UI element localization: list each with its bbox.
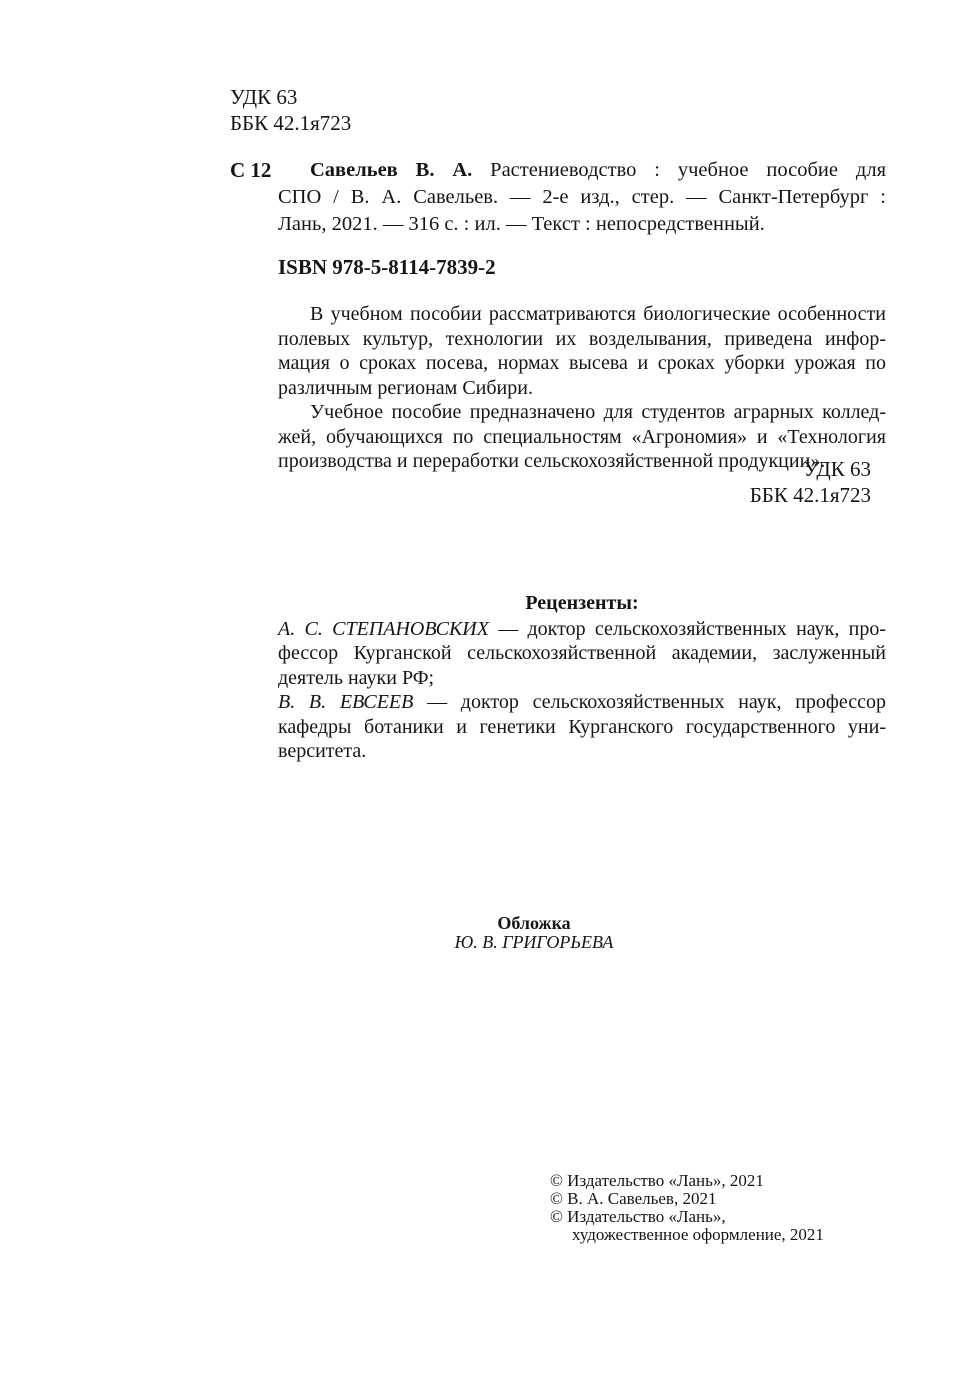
annotation-line: мация о сроках посева, нормах высева и сроках уборки урожая по bbox=[278, 352, 886, 374]
reviewer-line: деятель науки РФ; bbox=[278, 666, 435, 689]
cover-label: Обложка bbox=[497, 913, 571, 933]
annotation-line: производства и переработки сельскохозяйственной продукции». bbox=[278, 450, 826, 472]
record-title: Растениеводство : учебное пособие для bbox=[472, 159, 886, 181]
reviewer-name: А. С. СТЕПАНОВСКИХ bbox=[278, 617, 489, 640]
udc-code: УДК 63 bbox=[230, 85, 298, 109]
copyright-line: художественное оформление, 2021 bbox=[572, 1225, 824, 1244]
udc-code: УДК 63 bbox=[803, 457, 871, 481]
udc-bbk-bottom bbox=[278, 456, 871, 508]
reviewer-line: кафедры ботаники и генетики Курганского государственного уни- bbox=[278, 715, 886, 738]
reviewer-line: верситета. bbox=[278, 740, 367, 762]
reviewers-heading: Рецензенты: bbox=[525, 592, 639, 614]
reviewer-title: — доктор сельскохозяйственных наук, про- bbox=[488, 617, 886, 640]
catalog-code: С 12 bbox=[230, 158, 272, 182]
copyright-line: © В. А. Савельев, 2021 bbox=[550, 1189, 717, 1208]
reviewer-line bbox=[278, 690, 886, 715]
copyright-line: © Издательство «Лань», 2021 bbox=[550, 1171, 764, 1190]
reviewer-title: — доктор сельскохозяйственных наук, профессор bbox=[413, 691, 887, 713]
reviewers-section bbox=[278, 591, 886, 764]
record-line: Лань, 2021. — 316 с. : ил. — Текст : непосредственный. bbox=[278, 213, 765, 235]
reviewer-line: фессор Курганской сельскохозяйственной академии, заслуженный bbox=[278, 642, 886, 664]
bbk-code: ББК 42.1я723 bbox=[230, 111, 352, 135]
annotation-line: жей, обучающихся по специальностям «Агрономия» и «Технология bbox=[278, 425, 886, 448]
record-line bbox=[278, 157, 886, 184]
udc-bbk-top bbox=[230, 84, 351, 136]
record-line: СПО / В. А. Савельев. — 2-е изд., стер. — Санкт-Петербург : bbox=[278, 186, 886, 208]
cover-designer-name: Ю. В. ГРИГОРЬЕВА bbox=[454, 932, 614, 952]
record-author: Савельев В. А. bbox=[310, 159, 473, 181]
annotation bbox=[278, 302, 886, 474]
cover-credit bbox=[234, 914, 834, 952]
annotation-line: Учебное пособие предназначено для студентов аграрных коллед- bbox=[310, 401, 886, 423]
isbn: ISBN 978-5-8114-7839-2 bbox=[278, 255, 496, 279]
reviewer-name: В. В. ЕВСЕЕВ bbox=[278, 691, 414, 713]
copyright-line: © Издательство «Лань», bbox=[550, 1207, 726, 1226]
annotation-line: полевых культур, технологии их возделывания, приведена инфор- bbox=[278, 327, 886, 350]
bbk-code: ББК 42.1я723 bbox=[749, 483, 871, 507]
annotation-line: различным регионам Сибири. bbox=[278, 376, 533, 399]
copyright-block bbox=[550, 1172, 824, 1244]
annotation-line: В учебном пособии рассматриваются биологические особенности bbox=[310, 303, 886, 325]
bibliographic-record bbox=[278, 157, 886, 238]
reviewer-line bbox=[278, 617, 886, 642]
